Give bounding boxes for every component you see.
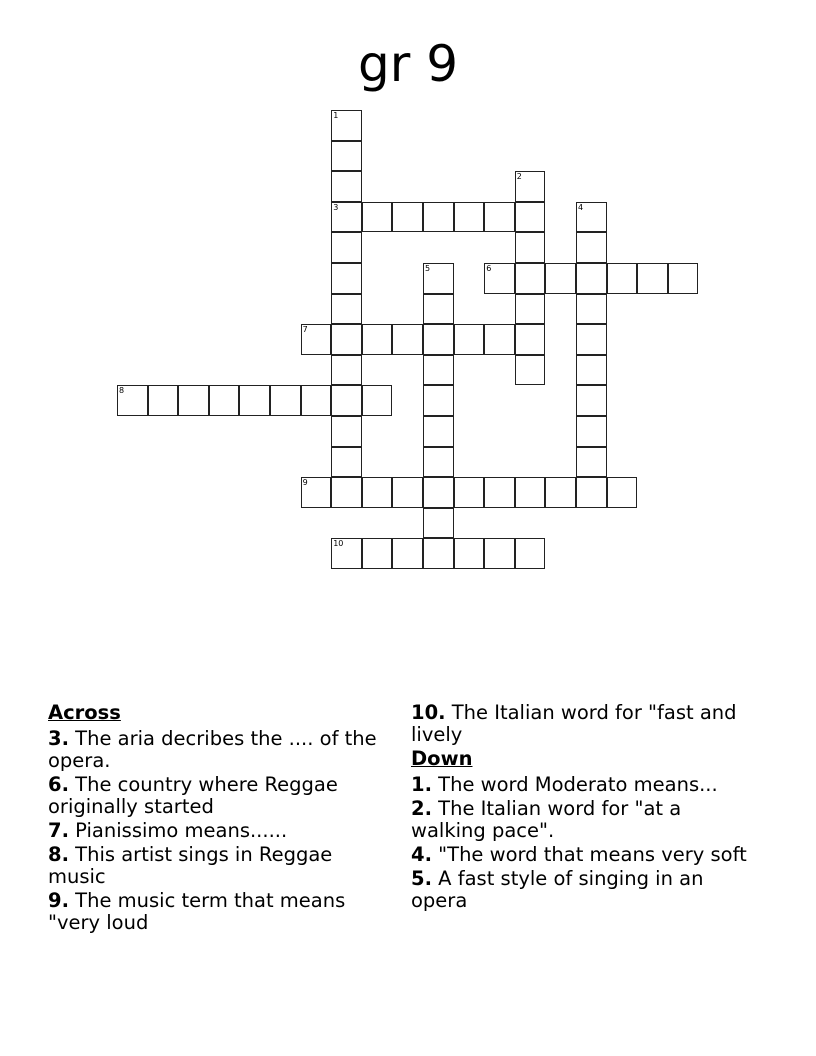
clues-column-left bbox=[48, 702, 383, 936]
grid-cell[interactable] bbox=[576, 324, 607, 355]
grid-cell[interactable] bbox=[331, 232, 362, 263]
grid-cell[interactable] bbox=[423, 477, 454, 508]
grid-cell[interactable] bbox=[423, 447, 454, 478]
cell-number: 8 bbox=[119, 386, 125, 396]
clue-across-9 bbox=[48, 890, 383, 934]
grid-cell[interactable] bbox=[576, 447, 607, 478]
grid-cell[interactable] bbox=[515, 324, 546, 355]
grid-cell[interactable] bbox=[515, 263, 546, 294]
cell-number: 5 bbox=[425, 264, 431, 273]
grid-cell[interactable] bbox=[331, 447, 362, 478]
grid-cell[interactable] bbox=[576, 263, 607, 294]
grid-cell[interactable] bbox=[423, 263, 454, 294]
across-heading: Across bbox=[48, 701, 121, 724]
grid-cell[interactable] bbox=[239, 385, 270, 416]
grid-cell[interactable] bbox=[331, 202, 362, 233]
grid-cell[interactable] bbox=[576, 202, 607, 233]
grid-cell[interactable] bbox=[484, 324, 515, 355]
grid-cell[interactable] bbox=[392, 202, 423, 233]
clue-down-2 bbox=[411, 798, 756, 842]
clue-down-5 bbox=[411, 868, 756, 912]
grid-cell[interactable] bbox=[423, 355, 454, 386]
grid-cell[interactable] bbox=[301, 324, 332, 355]
grid-cell[interactable] bbox=[270, 385, 301, 416]
grid-cell[interactable] bbox=[454, 324, 485, 355]
clue-text: The Italian word for "fast and lively bbox=[411, 701, 737, 746]
grid-cell[interactable] bbox=[423, 538, 454, 569]
clue-text: The word Moderato means... bbox=[431, 773, 718, 796]
grid-cell[interactable] bbox=[637, 263, 668, 294]
clue-text: The aria decribes the .... of the opera. bbox=[48, 727, 377, 772]
grid-cell[interactable] bbox=[423, 202, 454, 233]
grid-cell[interactable] bbox=[454, 538, 485, 569]
grid-cell[interactable] bbox=[515, 355, 546, 386]
cell-number: 10 bbox=[333, 539, 344, 549]
clue-number: 7. bbox=[48, 819, 69, 842]
cell-number: 1 bbox=[333, 111, 339, 120]
clue-number: 9. bbox=[48, 889, 69, 912]
clue-across-7 bbox=[48, 820, 383, 842]
clue-down-1 bbox=[411, 774, 756, 796]
grid-cell[interactable] bbox=[423, 508, 454, 539]
down-heading: Down bbox=[411, 747, 473, 770]
grid-cell[interactable] bbox=[515, 477, 546, 508]
grid-cell[interactable] bbox=[362, 477, 393, 508]
grid-cell[interactable] bbox=[178, 385, 209, 416]
clue-text: This artist sings in Reggae music bbox=[48, 843, 333, 888]
grid-cell[interactable] bbox=[331, 294, 362, 325]
grid-cell[interactable] bbox=[576, 355, 607, 386]
clue-number: 2. bbox=[411, 797, 432, 820]
clue-across-8 bbox=[48, 844, 383, 888]
grid-cell[interactable] bbox=[484, 477, 515, 508]
clue-text: The music term that means "very loud bbox=[48, 889, 346, 934]
grid-cell[interactable] bbox=[331, 171, 362, 202]
grid-cell[interactable] bbox=[515, 538, 546, 569]
clue-number: 3. bbox=[48, 727, 69, 750]
grid-cell[interactable] bbox=[362, 538, 393, 569]
grid-cell[interactable] bbox=[392, 324, 423, 355]
grid-cell[interactable] bbox=[607, 263, 638, 294]
cell-number: 3 bbox=[333, 202, 339, 212]
grid-cell[interactable] bbox=[423, 416, 454, 447]
grid-cell[interactable] bbox=[392, 477, 423, 508]
grid-cell[interactable] bbox=[117, 385, 148, 416]
grid-cell[interactable] bbox=[423, 324, 454, 355]
grid-cell[interactable] bbox=[331, 324, 362, 355]
grid-cell[interactable] bbox=[331, 385, 362, 416]
grid-cell[interactable] bbox=[392, 538, 423, 569]
grid-cell[interactable] bbox=[331, 263, 362, 294]
grid-cell[interactable] bbox=[301, 477, 332, 508]
clue-number: 10. bbox=[411, 701, 446, 724]
grid-cell[interactable] bbox=[576, 416, 607, 447]
cell-number: 4 bbox=[578, 202, 584, 212]
grid-cell[interactable] bbox=[515, 202, 546, 233]
clue-down-4 bbox=[411, 844, 756, 866]
cell-number: 6 bbox=[486, 264, 492, 273]
clue-text: The Italian word for "at a walking pace". bbox=[411, 797, 682, 842]
clue-text: Pianissimo means...... bbox=[68, 819, 288, 842]
grid-cell[interactable] bbox=[148, 385, 179, 416]
grid-cell[interactable] bbox=[331, 477, 362, 508]
clue-number: 5. bbox=[411, 867, 432, 890]
grid-cell[interactable] bbox=[331, 416, 362, 447]
clue-text: The country where Reggae originally started bbox=[48, 773, 338, 818]
clue-text: "The word that means very soft bbox=[431, 843, 747, 866]
grid-cell[interactable] bbox=[331, 110, 362, 141]
grid-cell[interactable] bbox=[301, 385, 332, 416]
grid-cell[interactable] bbox=[362, 385, 393, 416]
grid-cell[interactable] bbox=[454, 477, 485, 508]
grid-cell[interactable] bbox=[331, 141, 362, 172]
grid-cell[interactable] bbox=[209, 385, 240, 416]
grid-cell[interactable] bbox=[576, 294, 607, 325]
grid-cell[interactable] bbox=[576, 385, 607, 416]
grid-cell[interactable] bbox=[484, 538, 515, 569]
grid-cell[interactable] bbox=[668, 263, 699, 294]
grid-cell[interactable] bbox=[515, 171, 546, 202]
grid-cell[interactable] bbox=[515, 232, 546, 263]
grid-cell[interactable] bbox=[515, 294, 546, 325]
clue-number: 4. bbox=[411, 843, 432, 866]
puzzle-title: gr 9 bbox=[358, 35, 458, 93]
grid-cell[interactable] bbox=[331, 538, 362, 569]
clue-across-10 bbox=[411, 702, 756, 746]
grid-cell[interactable] bbox=[484, 202, 515, 233]
grid-cell[interactable] bbox=[423, 294, 454, 325]
grid-cell[interactable] bbox=[545, 477, 576, 508]
grid-cell[interactable] bbox=[331, 355, 362, 386]
grid-cell[interactable] bbox=[607, 477, 638, 508]
grid-cell[interactable] bbox=[576, 232, 607, 263]
cell-number: 7 bbox=[302, 325, 308, 335]
cell-number: 9 bbox=[302, 478, 308, 488]
clue-across-6 bbox=[48, 774, 383, 818]
grid-cell[interactable] bbox=[576, 477, 607, 508]
grid-cell[interactable] bbox=[423, 385, 454, 416]
grid-cell[interactable] bbox=[362, 324, 393, 355]
cell-number: 2 bbox=[516, 172, 522, 182]
clue-across-3 bbox=[48, 728, 383, 772]
grid-cell[interactable] bbox=[362, 202, 393, 233]
grid-cell[interactable] bbox=[545, 263, 576, 294]
grid-cell[interactable] bbox=[454, 202, 485, 233]
grid-cell[interactable] bbox=[484, 263, 515, 294]
clue-number: 6. bbox=[48, 773, 69, 796]
clue-text: A fast style of singing in an opera bbox=[411, 867, 704, 912]
clue-number: 1. bbox=[411, 773, 432, 796]
clue-number: 8. bbox=[48, 843, 69, 866]
clues-column-right bbox=[411, 702, 756, 914]
